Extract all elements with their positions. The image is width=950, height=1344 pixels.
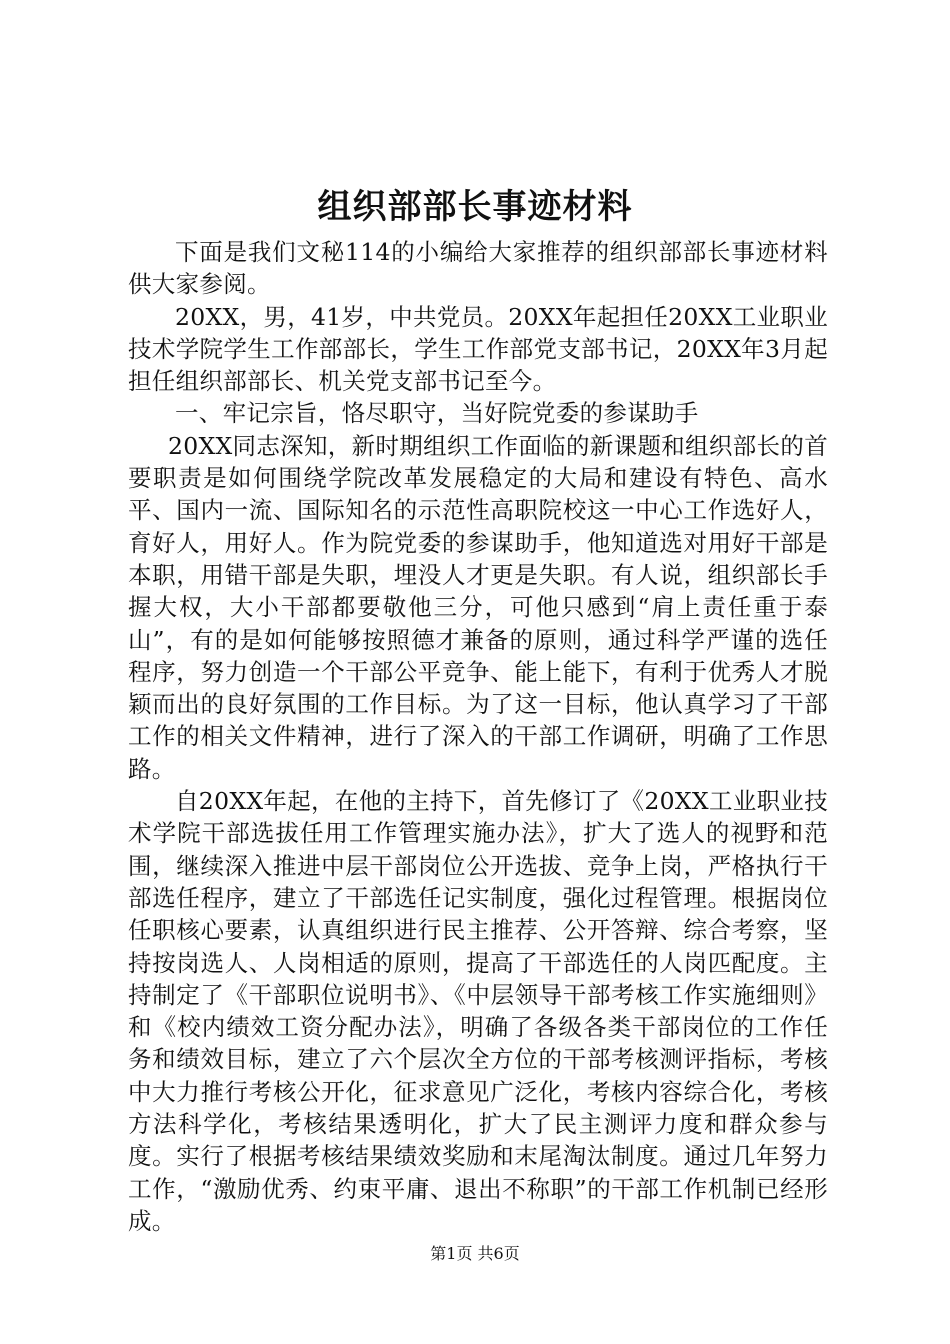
paragraph-profile: 20XX，男，41岁，中共党员。20XX年起担任20XX工业职业技术学院学生工作部部长，学生工作部党支部书记，20XX年3月起担任组织部部长、机关党支部书记至今。: [128, 302, 828, 396]
paragraph-section-1: 20XX同志深知，新时期组织工作面临的新课题和组织部长的首要职责是如何围绕学院改革发展稳定的大局和建设有特色、高水平、国内一流、国际知名的示范性高职院校这一中心工作选好人，育好人，用好人。作为院党委的参谋助手，他知道选对用好干部是本职，用错干部是失职，埋没人才更是失职。有人说，组织部长手握大权，大小干部都要敬他三分，可他只感到“肩上责任重于泰山”，有的是如何能够按照德才兼备的原则，通过科学严谨的选任程序，努力创造一个干部公平竞争、能上能下，有利于优秀人才脱颖而出的良好氛围的工作目标。为了这一目标，他认真学习了干部工作的相关文件精神，进行了深入的干部工作调研，明确了工作思路。: [128, 431, 828, 783]
document-body: [128, 236, 828, 1237]
paragraph-section-1-continued: 自20XX年起，在他的主持下，首先修订了《20XX工业职业技术学院干部选拔任用工作管理实施办法》，扩大了选人的视野和范围，继续深入推进中层干部岗位公开选拔、竞争上岗，严格执行干部选任程序，建立了干部选任记实制度，强化过程管理。根据岗位任职核心要素，认真组织进行民主推荐、公开答辩、综合考察，坚持按岗选人、人岗相适的原则，提高了干部选任的人岗匹配度。主持制定了《干部职位说明书》、《中层领导干部考核工作实施细则》和《校内绩效工资分配办法》，明确了各级各类干部岗位的工作任务和绩效目标，建立了六个层次全方位的干部考核测评指标，考核中大力推行考核公开化，征求意见广泛化，考核内容综合化，考核方法科学化，考核结果透明化，扩大了民主测评力度和群众参与度。实行了根据考核结果绩效奖励和末尾淘汰制度。通过几年努力工作，“激励优秀、约束平庸、退出不称职”的干部工作机制已经形成。: [128, 787, 828, 1235]
document-title: 组织部部长事迹材料: [317, 187, 633, 227]
section-heading-1: 一、牢记宗旨，恪尽职守，当好院党委的参谋助手: [175, 399, 699, 428]
page-footer: 第1页 共6页: [430, 1244, 520, 1263]
paragraph-intro: 下面是我们文秘114的小编给大家推荐的组织部部长事迹材料供大家参阅。: [128, 238, 828, 299]
